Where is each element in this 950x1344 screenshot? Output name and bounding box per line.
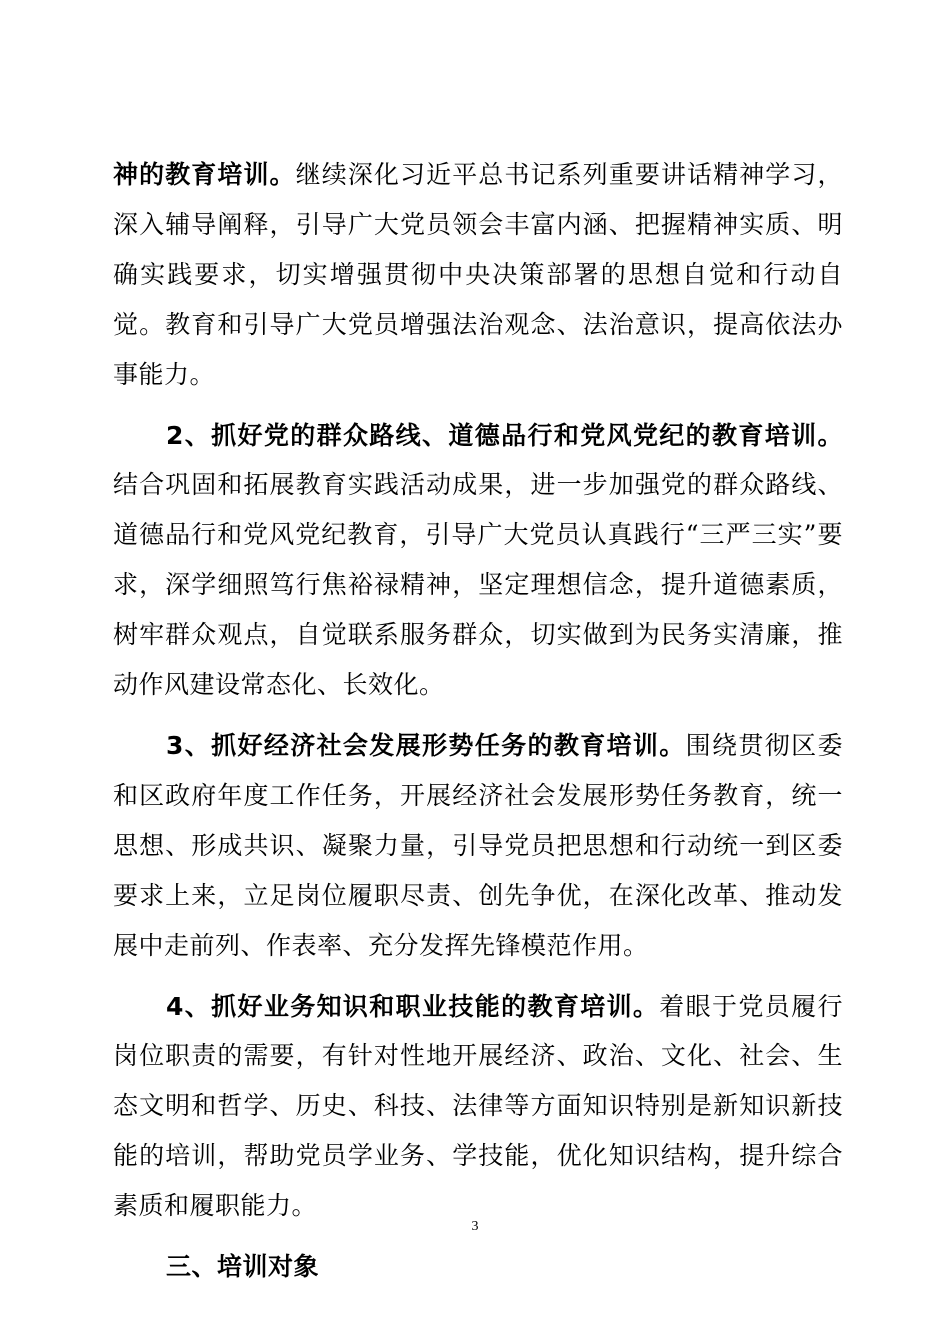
paragraph-text: 结合巩固和拓展教育实践活动成果，进一步加强党的群众路线、道德品行和党风党纪教育，引导广大党员认真践行“三严三实”要求，深学细照笃行焦裕禄精神，坚定理想信念，提升道德素质，树牢群众观点，自觉联系服务群众，切实做到为民务实清廉，推动作风建设常态化、长效化。 — [113, 470, 843, 700]
document-body — [113, 150, 843, 1303]
paragraph-lead-bold: 神的教育培训。 — [113, 160, 296, 189]
paragraph-text: 继续深化习近平总书记系列重要讲话精神学习，深入辅导阐释，引导广大党员领会丰富内涵、把握精神实质、明确实践要求，切实增强贯彻中央决策部署的思想自觉和行动自觉。教育和引导广大党员增强法治观念、法治意识，提高依法办事能力。 — [113, 160, 843, 389]
paragraph-item-4 — [113, 982, 843, 1232]
paragraph-text: 着眼于党员履行岗位职责的需要，有针对性地开展经济、政治、文化、社会、生态文明和哲学、历史、科技、法律等方面知识特别是新知识新技能的培训，帮助党员学业务、学技能，优化知识结构，提升综合素质和履职能力。 — [113, 991, 843, 1221]
paragraph-item-2 — [113, 411, 843, 710]
section-heading: 三、培训对象 — [166, 1252, 320, 1282]
page-number: 3 — [471, 1219, 479, 1234]
paragraph-lead-bold: 2、抓好党的群众路线、道德品行和党风党纪的教育培训。 — [166, 420, 843, 450]
paragraph-text: 围绕贯彻区委和区政府年度工作任务，开展经济社会发展形势任务教育，统一思想、形成共识、凝聚力量，引导党员把思想和行动统一到区委要求上来，立足岗位履职尽责、创先争优，在深化改革、推动发展中走前列、作表率、充分发挥先锋模范作用。 — [113, 730, 843, 960]
paragraph-lead-bold: 3、抓好经济社会发展形势任务的教育培训。 — [166, 730, 686, 760]
paragraph-lead-bold: 4、抓好业务知识和职业技能的教育培训。 — [166, 991, 660, 1021]
paragraph-item-3 — [113, 721, 843, 971]
paragraph-continuation — [113, 150, 843, 400]
